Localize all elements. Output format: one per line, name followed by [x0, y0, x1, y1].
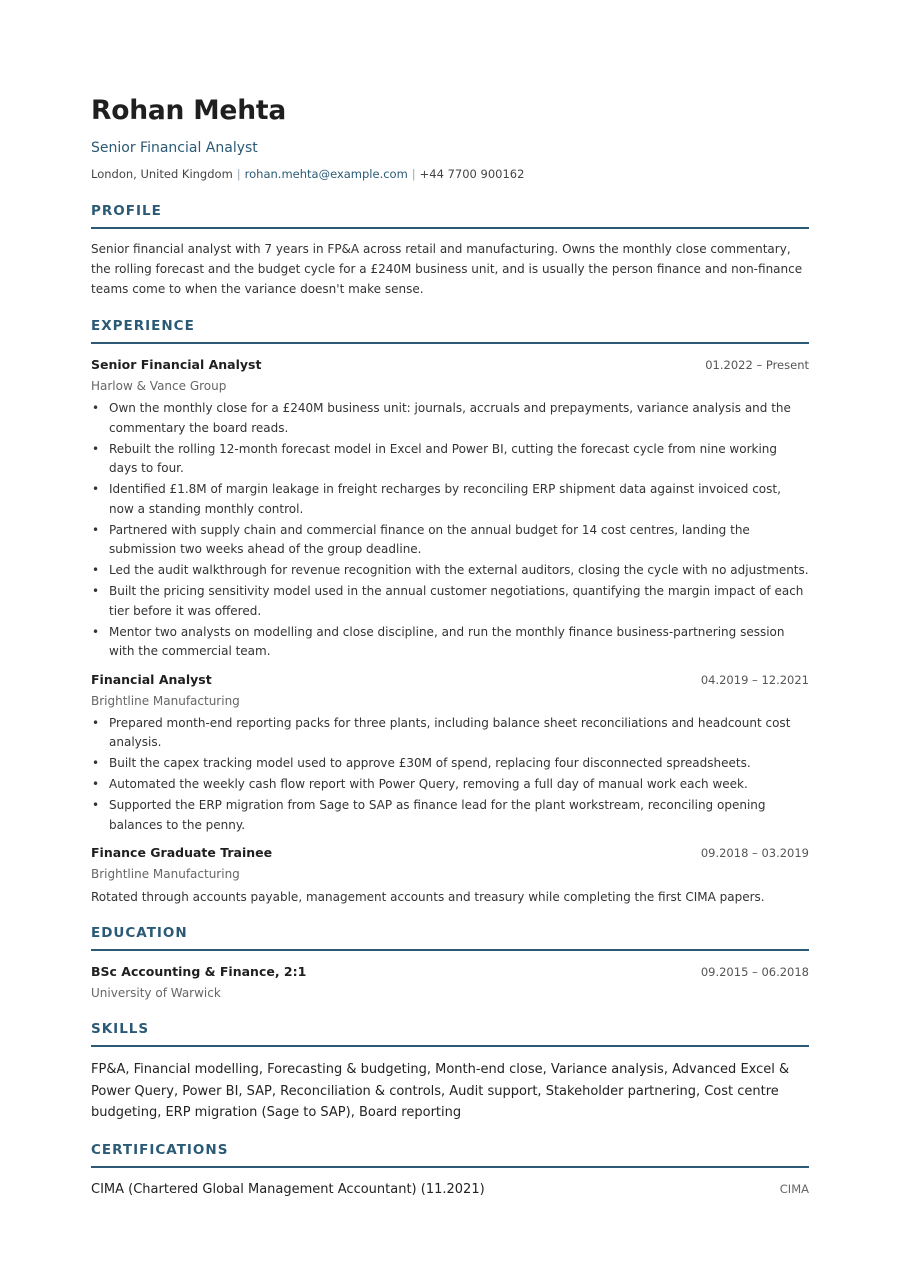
section-heading-education: EDUCATION	[91, 924, 809, 951]
bullet-text: Rebuilt the rolling 12-month forecast model in Excel and Power BI, cutting the forecast cycle from nine working days to four.	[109, 441, 778, 475]
job-role: Finance Graduate Trainee	[91, 845, 273, 860]
bullet-text: Built the pricing sensitivity model used in the annual customer negotiations, quantifying the margin impact of each tier before it was offered.	[109, 584, 804, 618]
job-role: Senior Financial Analyst	[91, 357, 262, 372]
bullet-item	[92, 623, 809, 662]
bullet-item	[92, 582, 809, 621]
profile-section	[91, 202, 809, 299]
entry-header	[91, 843, 809, 863]
bullet-item	[92, 399, 809, 438]
skills-section	[91, 1020, 809, 1124]
bullet-item	[92, 480, 809, 519]
experience-entry	[91, 355, 809, 662]
section-heading-experience: EXPERIENCE	[91, 317, 809, 344]
candidate-title: Senior Financial Analyst	[91, 140, 258, 156]
bullet-icon: •	[92, 522, 100, 537]
job-company: Brightline Manufacturing	[91, 693, 240, 708]
education-dates: 09.2015 – 06.2018	[700, 965, 809, 979]
job-dates: 09.2018 – 03.2019	[700, 846, 809, 860]
contact-line	[91, 166, 809, 182]
bullet-text: Mentor two analysts on modelling and close discipline, and run the monthly finance business-partnering session with the commercial team.	[109, 624, 785, 658]
experience-section	[91, 317, 809, 907]
bullet-text: Own the monthly close for a £240M business unit: journals, accruals and prepayments, variance analysis and the commentary the board reads.	[109, 401, 791, 435]
bullet-text: Built the capex tracking model used to approve £30M of spend, replacing four disconnected spreadsheets.	[109, 756, 751, 770]
entry-header	[91, 670, 809, 690]
job-role: Financial Analyst	[91, 671, 212, 687]
bullet-icon: •	[92, 715, 100, 730]
bullet-text: Identified £1.8M of margin leakage in freight recharges by reconciling ERP shipment data against invoiced cost, now a standing monthly control.	[109, 482, 781, 516]
location: London, United Kingdom	[91, 167, 233, 181]
bullet-text: Automated the weekly cash flow report with Power Query, removing a full day of manual work each week.	[109, 777, 748, 791]
bullet-item	[92, 521, 809, 560]
skills-list: FP&A, Financial modelling, Forecasting & budgeting, Month-end close, Variance analysis, Advanced Excel & Power Query, Power BI, SAP, Reconciliation & controls, Audit support, Stakeholder partnering, Cost centre budgeting, ERP migration (Sage to SAP), Board reporting	[91, 1062, 790, 1120]
bullet-item	[92, 561, 809, 581]
bullet-text: Led the audit walkthrough for revenue recognition with the external auditors, closing the cycle with no adjustments.	[109, 563, 809, 577]
degree: BSc Accounting & Finance, 2:1	[91, 964, 307, 979]
entry-header	[91, 962, 809, 982]
job-bullets	[91, 714, 809, 836]
bullet-icon: •	[92, 401, 100, 415]
education-section	[91, 924, 809, 1003]
phone: +44 7700 900162	[419, 167, 525, 181]
bullet-item	[92, 714, 809, 753]
bullet-item	[92, 775, 809, 795]
education-entry	[91, 962, 809, 1003]
bullet-text: Partnered with supply chain and commercial finance on the annual budget for 14 cost centres, landing the submission two weeks ahead of the group deadline.	[109, 522, 750, 556]
job-dates: 04.2019 – 12.2021	[700, 672, 809, 687]
bullet-icon: •	[92, 756, 100, 770]
bullet-icon: •	[92, 798, 100, 812]
job-bullets	[91, 399, 809, 662]
bullet-icon: •	[92, 441, 100, 456]
contact-separator: |	[411, 167, 416, 181]
contact-separator: |	[236, 167, 241, 181]
section-heading-certifications: CERTIFICATIONS	[91, 1141, 809, 1168]
certifications-section	[91, 1141, 809, 1200]
certification-entry	[91, 1180, 809, 1200]
bullet-icon: •	[92, 584, 100, 598]
certification-issuer: CIMA	[779, 1181, 809, 1196]
bullet-text: Supported the ERP migration from Sage to SAP as finance lead for the plant workstream, reconciling opening balances to the penny.	[109, 798, 766, 832]
certification-name: CIMA (Chartered Global Management Accountant) (11.2021)	[91, 1181, 485, 1197]
bullet-item	[92, 796, 809, 835]
bullet-icon: •	[92, 482, 100, 496]
candidate-name: Rohan Mehta	[91, 95, 287, 126]
job-dates: 01.2022 – Present	[705, 358, 809, 372]
bullet-icon: •	[92, 624, 100, 639]
school: University of Warwick	[91, 986, 221, 1000]
bullet-icon: •	[92, 777, 100, 791]
section-heading-skills: SKILLS	[91, 1020, 809, 1047]
bullet-item	[92, 754, 809, 774]
experience-entry	[91, 670, 809, 836]
job-company: Harlow & Vance Group	[91, 379, 227, 393]
bullet-item	[92, 440, 809, 479]
experience-entry	[91, 843, 809, 907]
email-link[interactable]: rohan.mehta@example.com	[244, 167, 408, 181]
bullet-icon: •	[92, 563, 100, 577]
entry-header	[91, 355, 809, 375]
section-heading-profile: PROFILE	[91, 202, 809, 229]
job-company: Brightline Manufacturing	[91, 867, 240, 881]
job-description: Rotated through accounts payable, management accounts and treasury while completing the first CIMA papers.	[91, 890, 765, 904]
profile-summary: Senior financial analyst with 7 years in FP&A across retail and manufacturing. Owns the monthly close commentary, the rolling forecast and the budget cycle for a £240M business unit, and is usually the person finance and non-finance teams come to when the variance doesn't make sense.	[91, 242, 803, 296]
bullet-text: Prepared month-end reporting packs for three plants, including balance sheet reconciliations and headcount cost analysis.	[109, 715, 791, 749]
